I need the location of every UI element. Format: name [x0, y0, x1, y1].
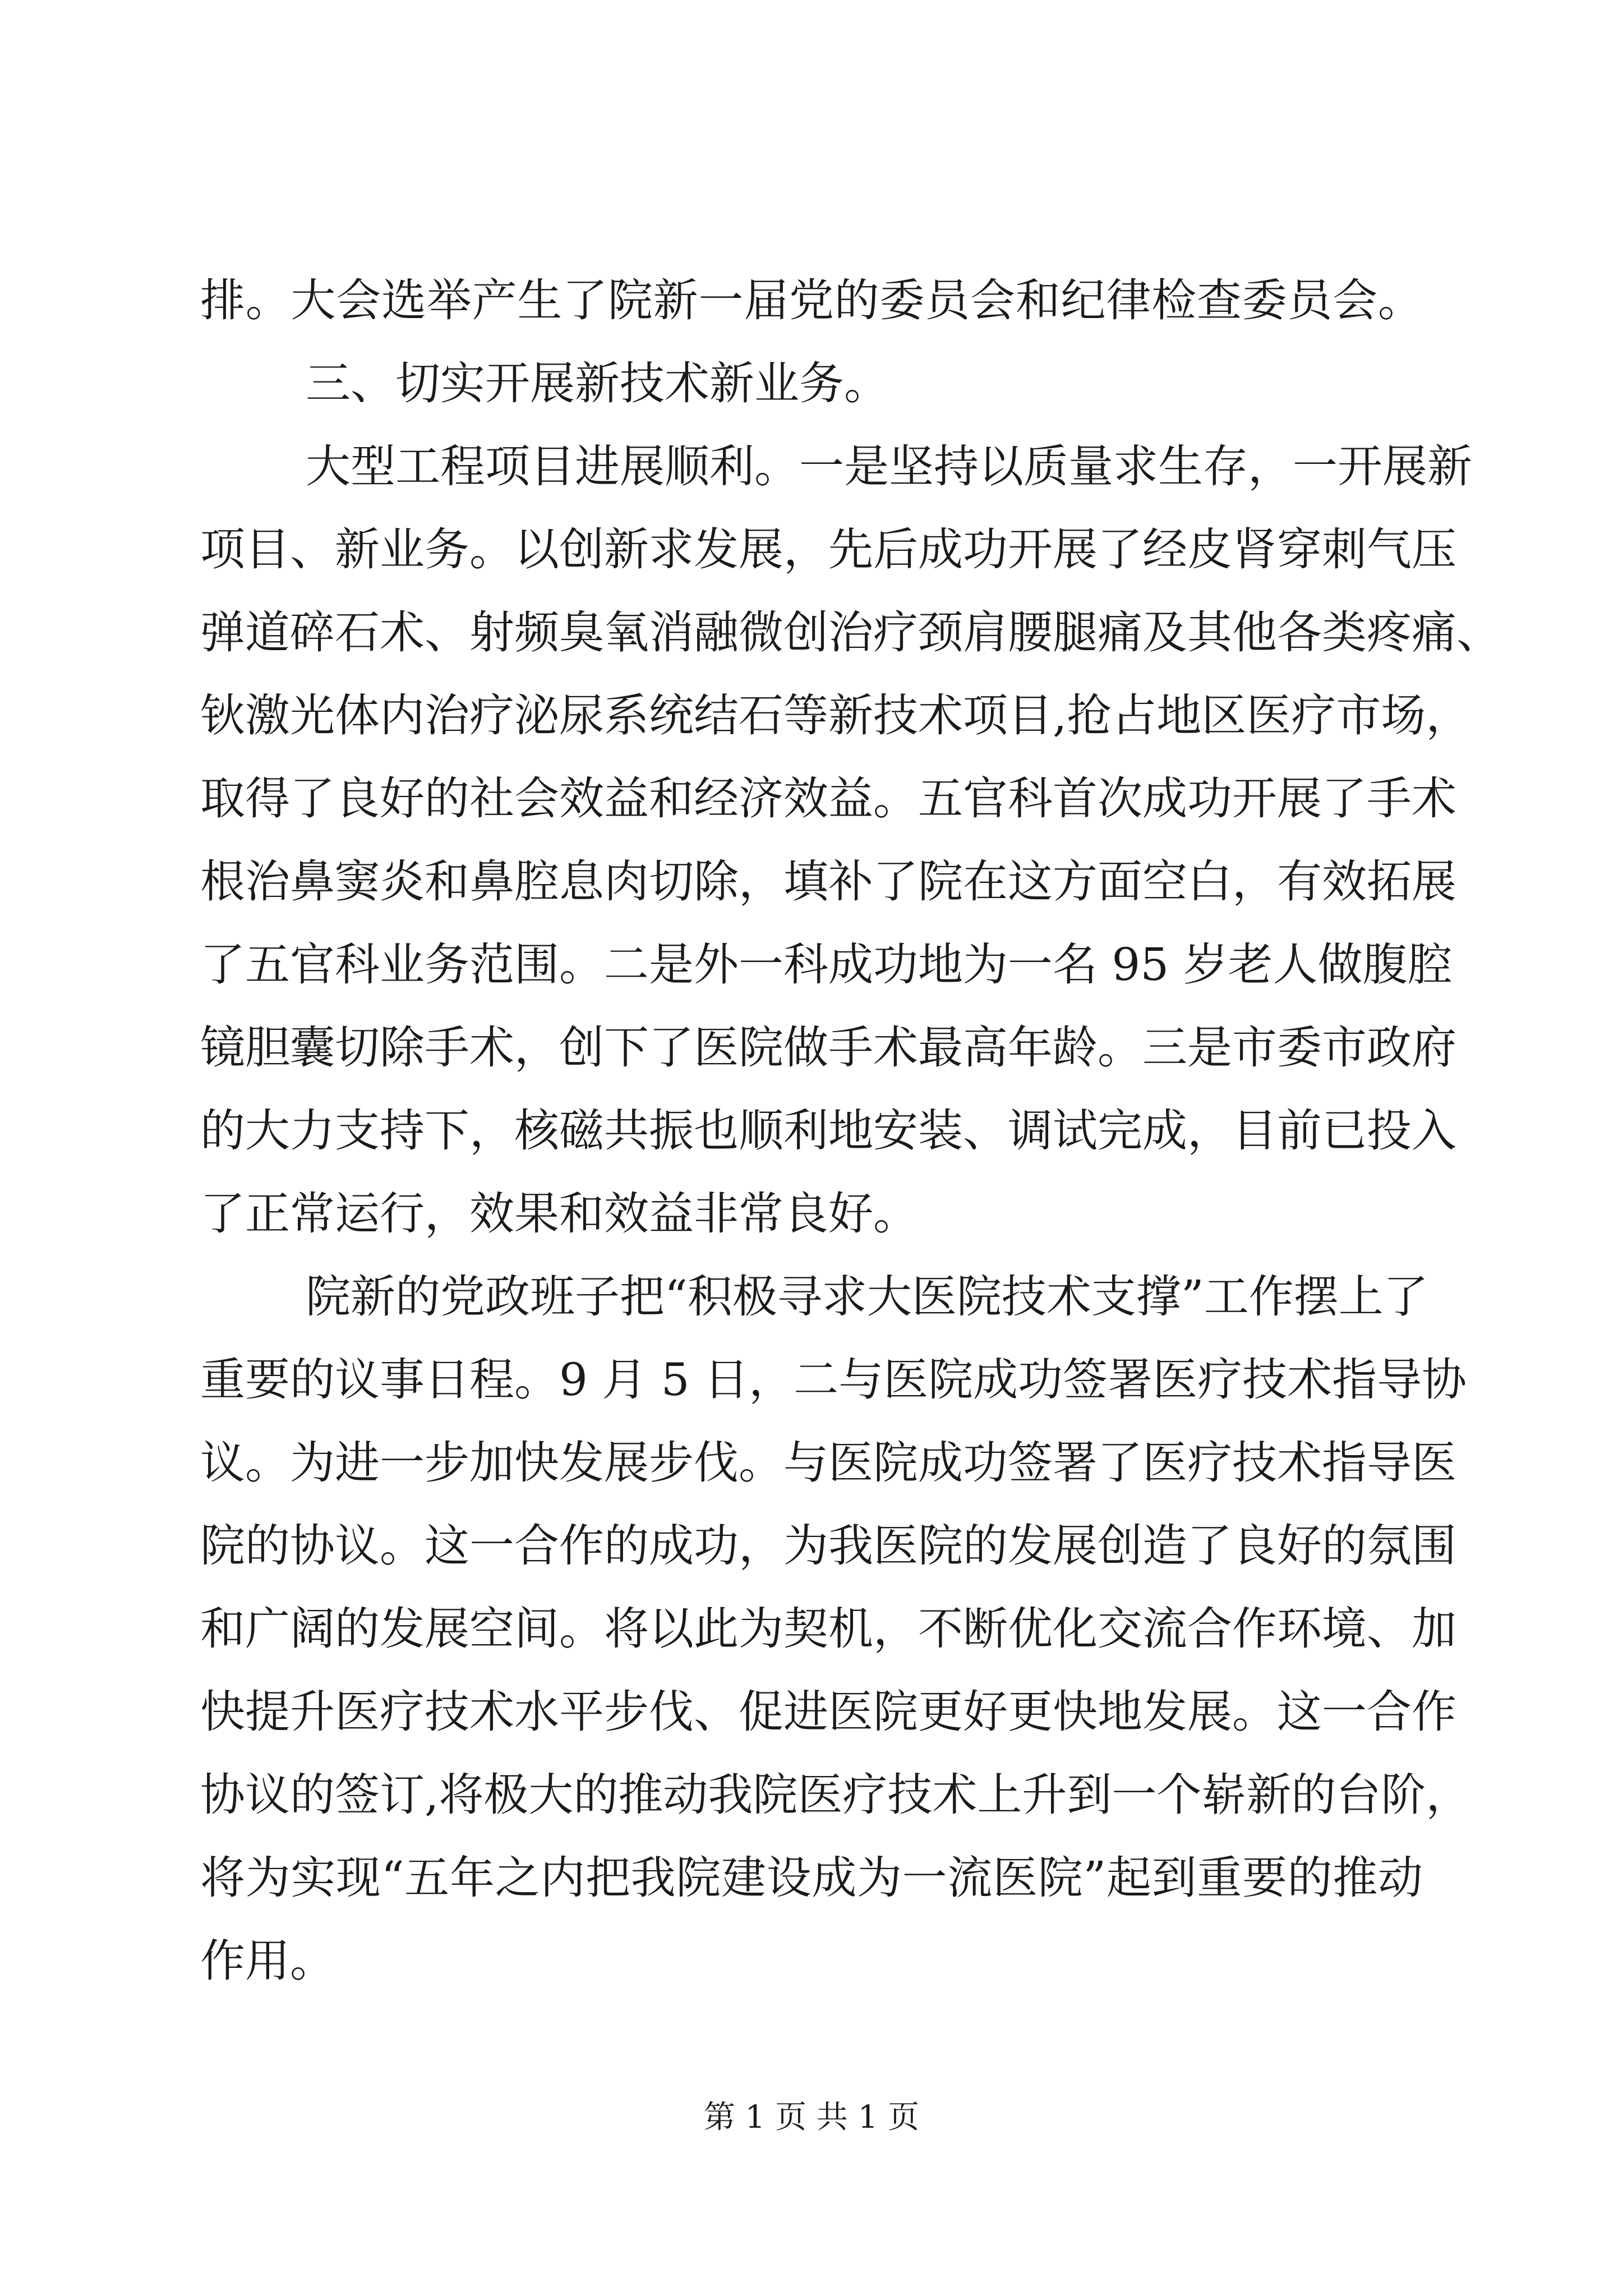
- text-line: 取得了良好的社会效益和经济效益。五官科首次成功开展了手术: [200, 772, 1456, 825]
- text-line: 了五官科业务范围。二是外一科成功地为一名 95 岁老人做腹腔: [200, 938, 1453, 991]
- text-line: 院的协议。这一合作的成功，为我医院的发展创造了良好的氛围: [200, 1520, 1456, 1572]
- text-line: 根治鼻窦炎和鼻腔息肉切除，填补了院在这方面空白，有效拓展: [200, 855, 1456, 908]
- text-line: 大型工程项目进展顺利。一是坚持以质量求生存，一开展新: [306, 440, 1472, 493]
- text-line: 弹道碎石术、射频臭氧消融微创治疗颈肩腰腿痛及其他各类疼痛、: [200, 606, 1501, 659]
- text-line: 和广阔的发展空间。将以此为契机，不断优化交流合作环境、加: [200, 1603, 1456, 1655]
- text-line: 钬激光体内治疗泌尿系统结石等新技术项目,抢占地区医疗市场，: [200, 689, 1471, 742]
- text-line: 快提升医疗技术水平步伐、促进医院更好更快地发展。这一合作: [200, 1686, 1456, 1738]
- text-line: 将为实现“五年之内把我院建设成为一流医院”起到重要的推动: [200, 1852, 1423, 1904]
- body-text: [200, 259, 1501, 2003]
- text-line: 镜胆囊切除手术，创下了医院做手术最高年龄。三是市委市政府: [200, 1022, 1456, 1074]
- text-line: 协议的签订,将极大的推动我院医疗技术上升到一个崭新的台阶，: [200, 1769, 1471, 1821]
- text-line: 了正常运行，效果和效益非常良好。: [200, 1188, 918, 1240]
- text-line: 院新的党政班子把“积极寻求大医院技术支撑”工作摆上了: [306, 1271, 1428, 1323]
- text-line: 重要的议事日程。9 月 5 日，二与医院成功签署医疗技术指导协: [200, 1354, 1467, 1406]
- text-line: 项目、新业务。以创新求发展，先后成功开展了经皮肾穿刺气压: [200, 523, 1456, 576]
- text-line: 三、切实开展新技术新业务。: [306, 357, 889, 409]
- text-line: 的大力支持下，核磁共振也顺利地安装、调试完成，目前已投入: [200, 1105, 1456, 1157]
- page-footer: 第 1 页 共 1 页: [703, 2099, 920, 2136]
- text-line: 排。大会选举产生了院新一届党的委员会和纪律检查委员会。: [200, 274, 1423, 326]
- text-line: 作用。: [200, 1935, 335, 1987]
- text-line: 议。为进一步加快发展步伐。与医院成功签署了医疗技术指导医: [200, 1437, 1456, 1489]
